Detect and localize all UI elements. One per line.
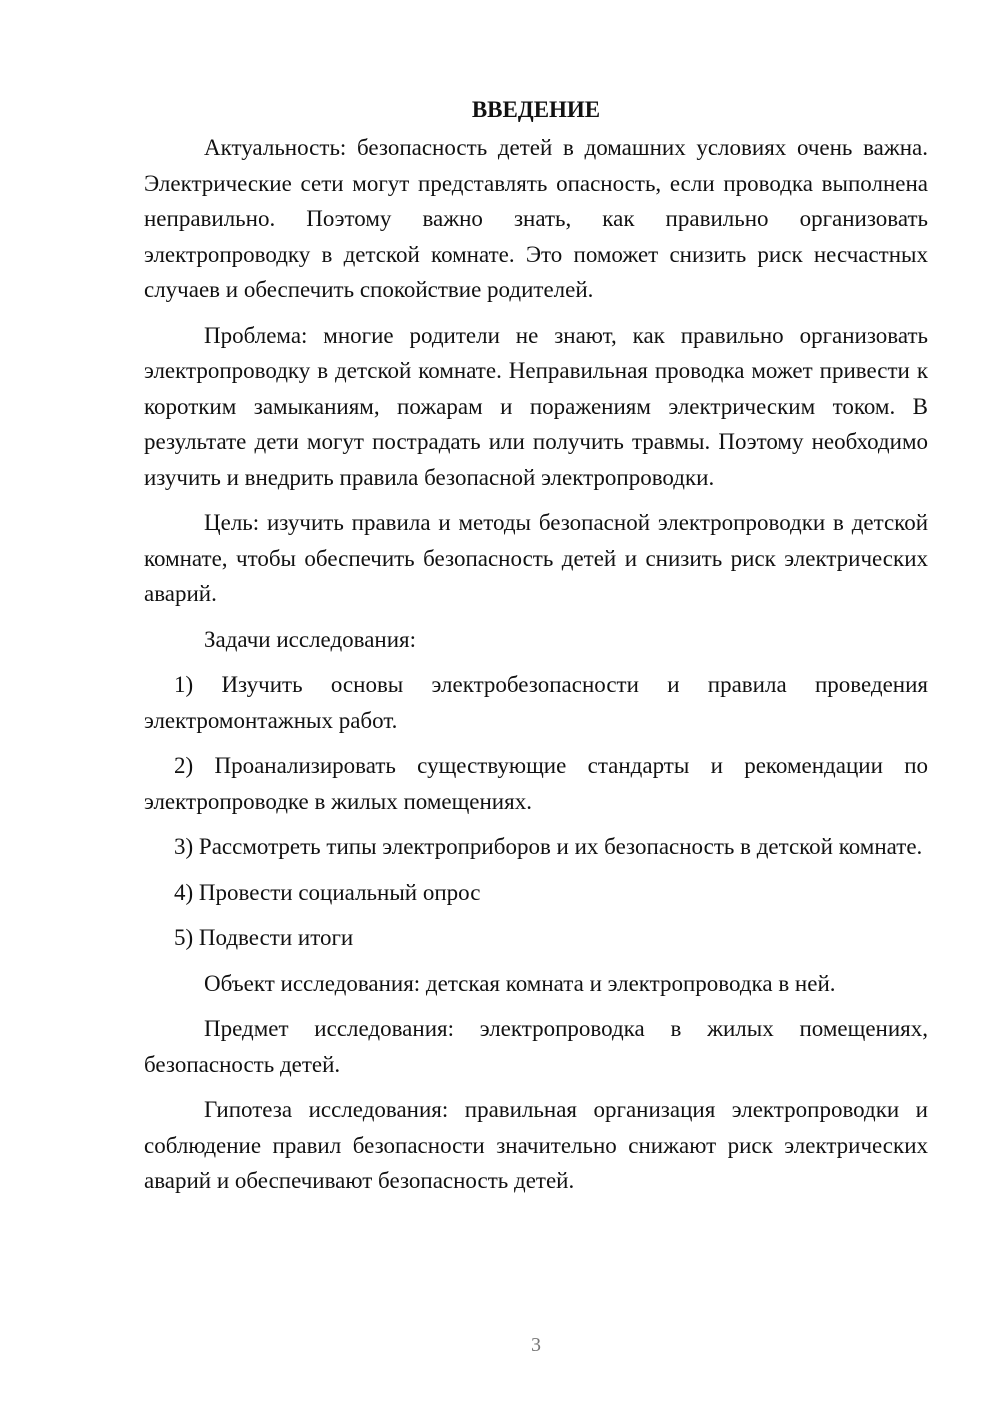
list-item: 1) Изучить основы электробезопасности и правила проведения электромонтажных работ. xyxy=(144,672,928,733)
subject-paragraph: Предмет исследования: электропроводка в жилых помещениях, безопасность детей. xyxy=(144,1016,928,1077)
list-item: 3) Рассмотреть типы электроприборов и их безопасность в детской комнате. xyxy=(174,834,923,859)
page-number: 3 xyxy=(531,1334,541,1356)
object-paragraph: Объект исследования: детская комната и электропроводка в ней. xyxy=(204,970,836,996)
list-item: 4) Провести социальный опрос xyxy=(174,879,481,905)
problem-paragraph: Проблема: многие родители не знают, как правильно организовать электропроводку в детской комнате. Неправильная проводка может привести к коротким замыканиям, пожарам и поражениям электрическим током. В результате дети могут пострадать или получить травмы. Поэтому необходимо изучить и внедрить правила безопасной электропроводки. xyxy=(144,322,928,490)
list-item: 5) Подвести итоги xyxy=(174,925,354,950)
tasks-heading: Задачи исследования: xyxy=(204,626,417,652)
hypothesis-paragraph: Гипотеза исследования: правильная организация электропроводки и соблюдение правил безопасности значительно снижают риск электрических аварий и обеспечивают безопасность детей. xyxy=(144,1097,928,1193)
list-item: 2) Проанализировать существующие стандарты и рекомендации по электропроводке в жилых помещениях. xyxy=(144,753,928,814)
relevance-paragraph: Актуальность: безопасность детей в домашних условиях очень важна. Электрические сети могут представлять опасность, если проводка выполнена неправильно. Поэтому важно знать, как правильно организовать электропроводку в детской комнате. Это поможет снизить риск несчастных случаев и обеспечить спокойствие родителей. xyxy=(144,135,928,302)
document-body xyxy=(144,92,928,1199)
goal-paragraph: Цель: изучить правила и методы безопасной электропроводки в детской комнате, чтобы обеспечить безопасность детей и снизить риск электрических аварий. xyxy=(144,510,928,606)
tasks-list xyxy=(144,667,928,956)
page-title: ВВЕДЕНИЕ xyxy=(471,97,601,122)
